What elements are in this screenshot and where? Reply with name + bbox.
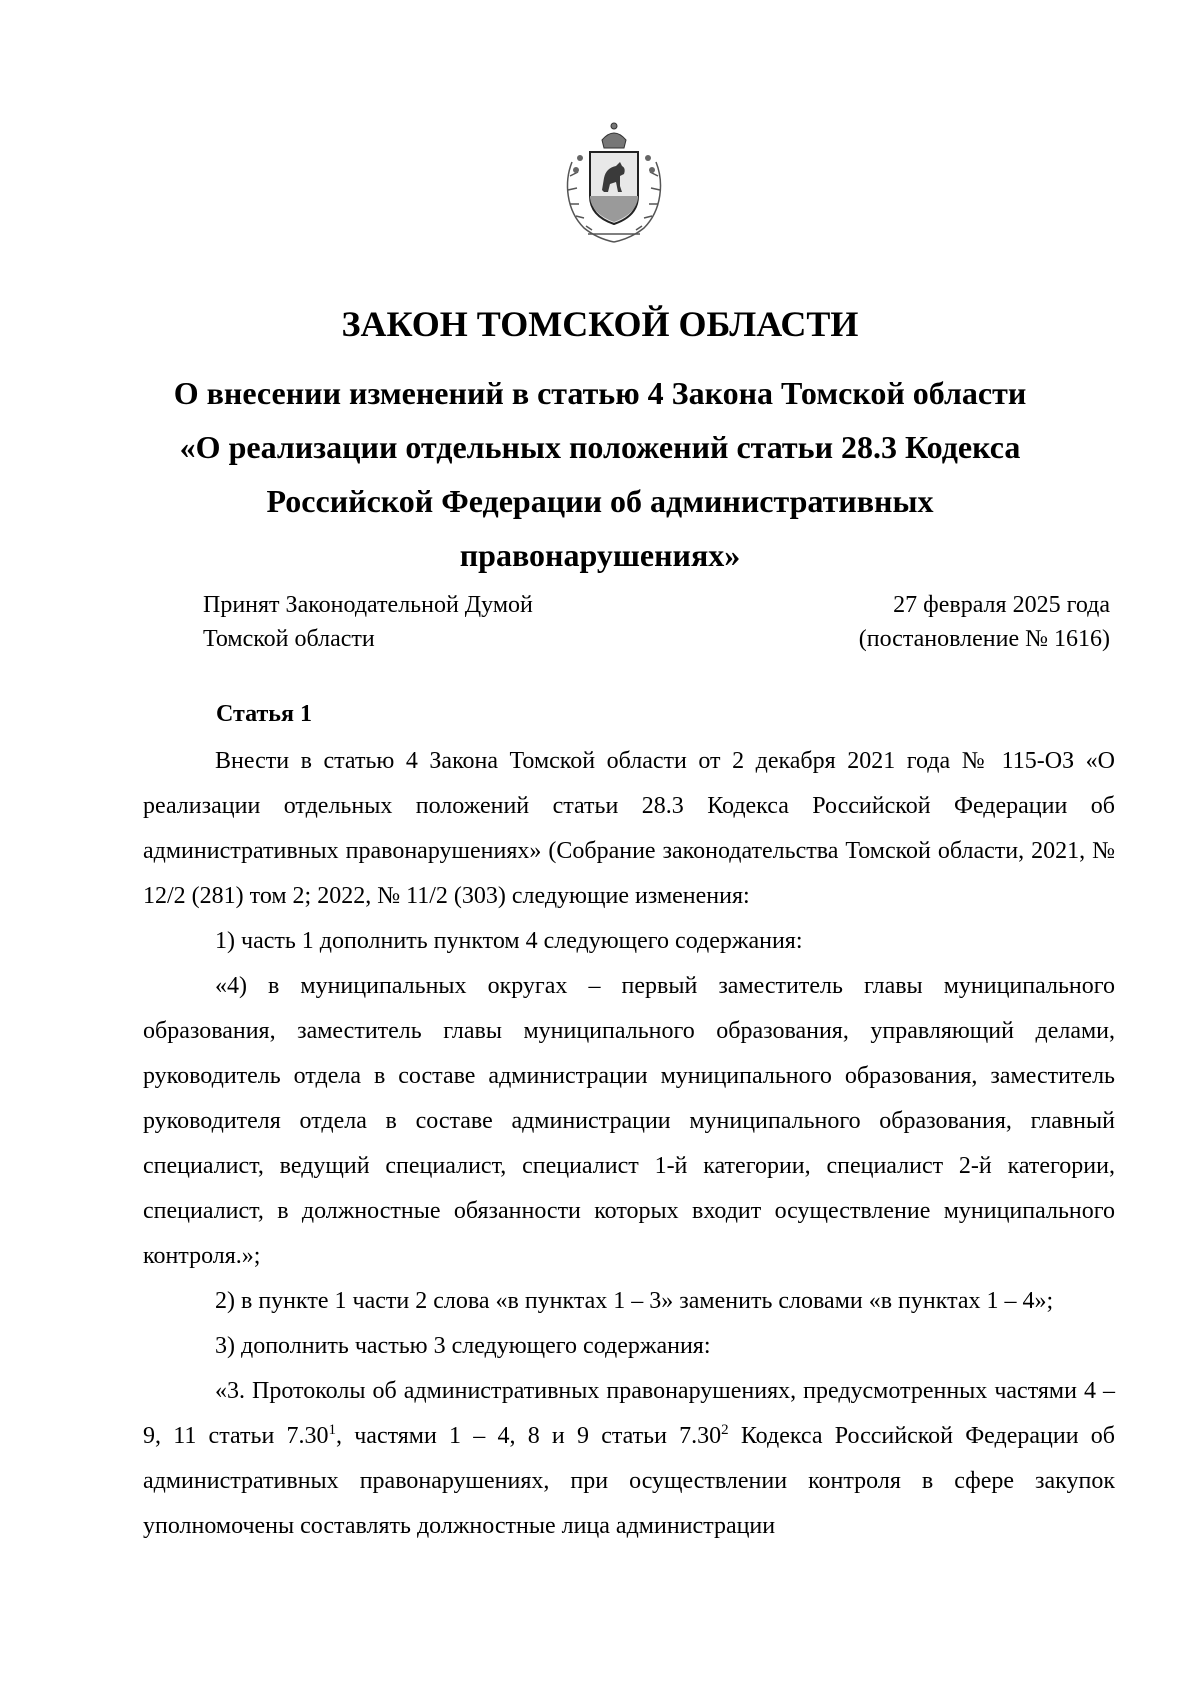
amendment-item-3-text [143,1369,1115,1549]
text-segment: Кодекса Российской Федерации об административных правонарушениях, при осуществлении контроля в сфере закупок уполномочены составлять должностные лица администрации [143,1423,1115,1539]
subtitle-line: Российской Федерации об административных [266,483,934,519]
amendment-item-1: 1) часть 1 дополнить пунктом 4 следующего содержания: [215,928,803,954]
adoption-line: Томской области [203,626,375,652]
resolution-number: (постановление № 1616) [858,626,1110,652]
amendment-item-2: 2) в пункте 1 части 2 слова «в пунктах 1 – 3» заменить словами «в пунктах 1 – 4»; [215,1288,1054,1314]
article-body [143,739,1115,1549]
subtitle-line: О внесении изменений в статью 4 Закона Томской области [173,375,1027,411]
adoption-line: Принят Законодательной Думой [203,592,533,618]
article-intro: Внести в статью 4 Закона Томской области от 2 декабря 2021 года № 115-ОЗ «О реализации отдельных положений статьи 28.3 Кодекса Российской Федерации об административных правонарушениях» (Собрание законодательства Томской области, 2021, № 12/2 (281) том 2; 2022, № 11/2 (303) следующие изменения: [143,748,1115,909]
amendment-item-3: 3) дополнить частью 3 следующего содержания: [215,1333,711,1359]
amendment-item-1-text: «4) в муниципальных округах – первый заместитель главы муниципального образования, заместитель главы муниципального образования, управляющий делами, руководитель отдела в составе администрации муниципального образования, заместитель руководителя отдела в составе администрации муниципального образования, главный специалист, ведущий специалист, специалист 1-й категории, специалист 2-й категории, специалист, в должностные обязанности которых входит осуществление муниципального контроля.»; [143,973,1115,1269]
law-title: ЗАКОН ТОМСКОЙ ОБЛАСТИ [341,304,859,344]
subtitle-line: «О реализации отдельных положений статьи 28.3 Кодекса [179,429,1021,465]
text-segment: , частями 1 – 4, 8 и 9 статьи 7.30 [336,1423,722,1449]
superscript: 2 [721,1422,729,1438]
text-segment: «3. Протоколы об административных правонарушениях, предусмотренных частями 4 – 9, 11 статьи 7.30 [143,1378,1115,1449]
adoption-body [203,588,533,656]
tomsk-coat-of-arms-icon [558,118,670,248]
adoption-date-block [859,588,1110,656]
superscript: 1 [328,1422,336,1438]
adoption-date: 27 февраля 2025 года [893,592,1110,618]
article-heading: Статья 1 [216,701,312,727]
subtitle-line: правонарушениях» [459,537,741,573]
law-subtitle [120,366,1080,582]
